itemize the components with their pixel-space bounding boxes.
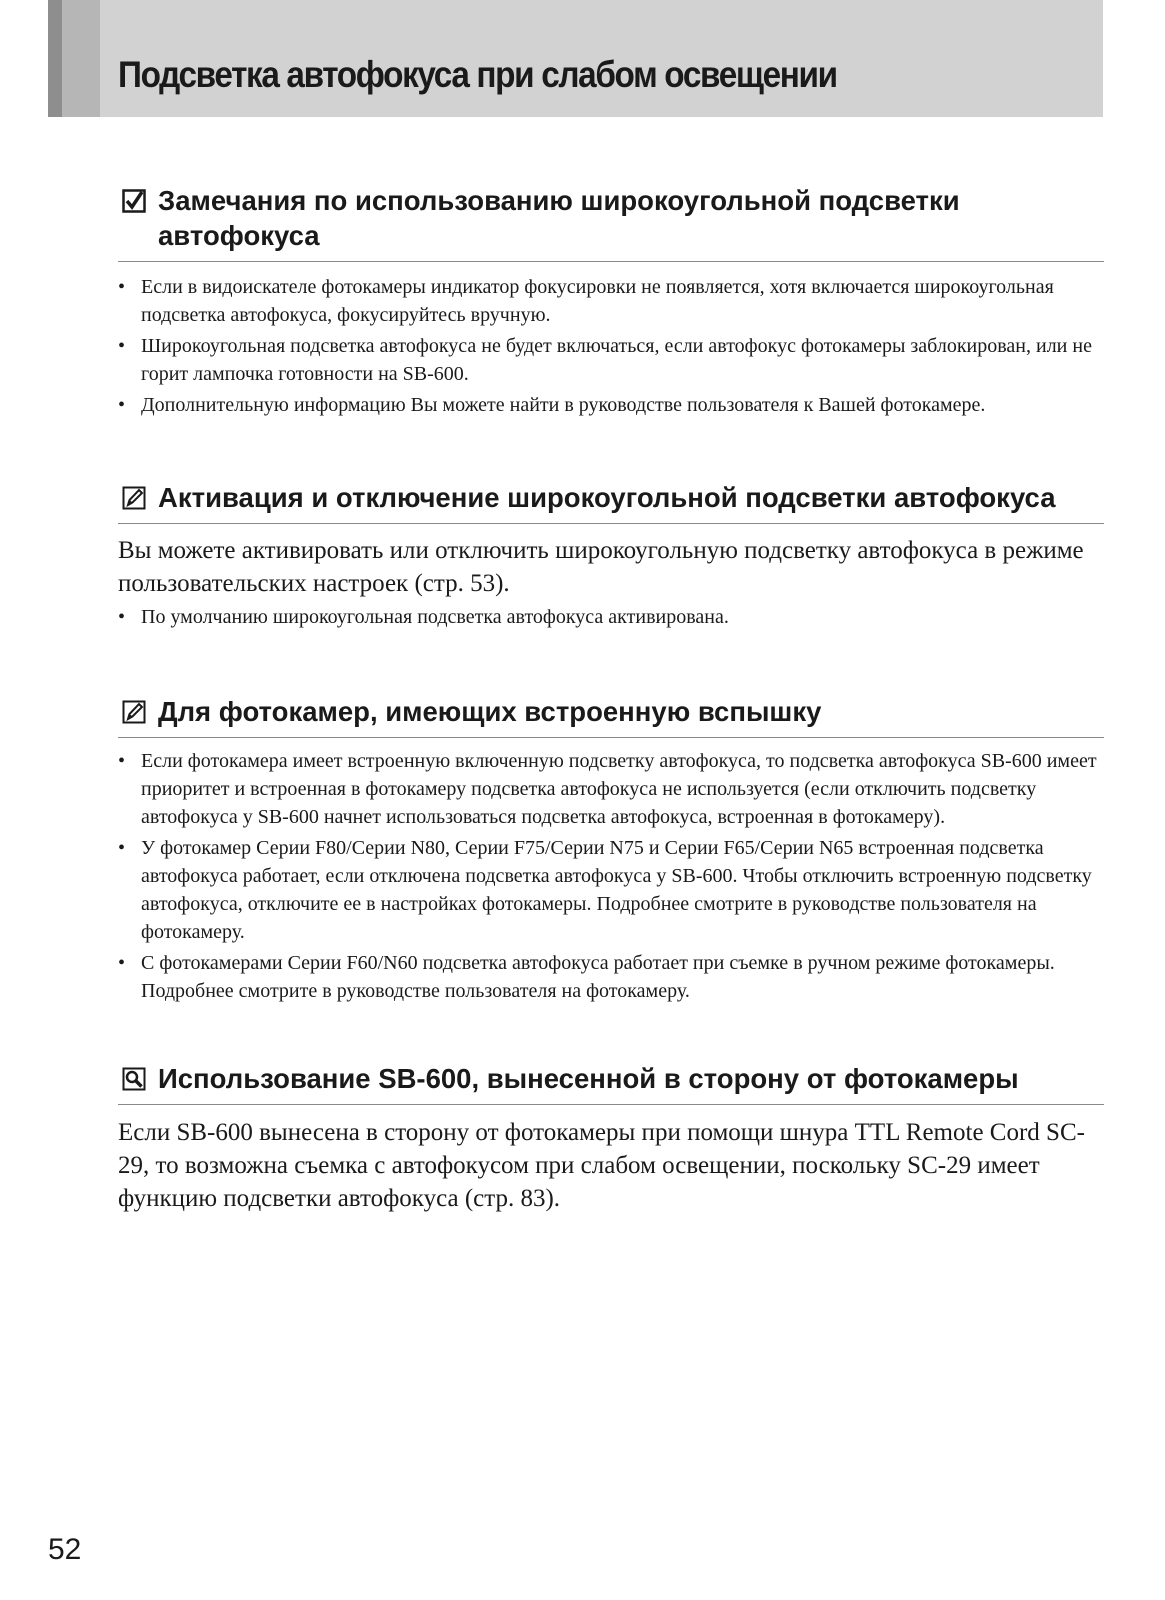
list-item: • Дополнительную информацию Вы можете найти в руководстве пользователя к Вашей фотокамере. [118,391,1104,419]
built-in-flash-list [118,747,1104,1005]
list-item: • По умолчанию широкоугольная подсветка автофокуса активирована. [118,603,1104,631]
list-item: • Если в видоискателе фотокамеры индикатор фокусировки не появляется, хотя включается широкоугольная подсветка автофокуса, фокусируйтесь вручную. [118,273,1104,329]
notes-list [118,273,1104,419]
activation-list [118,603,1104,631]
list-item: • Если фотокамера имеет встроенную включенную подсветку автофокуса, то подсветка автофокуса SB-600 имеет приоритет и встроенная в фотокамеру подсветка автофокуса не используется (если отключить подсветку автофокуса у SB-600 начнет использоваться подсветка автофокуса, встроенная в фотокамеру). [118,747,1104,831]
section-heading-row [118,480,1104,524]
section-paragraph: Вы можете активировать или отключить широкоугольную подсветку автофокуса в режиме пользовательских настроек (стр. 53). [118,537,1084,597]
page-title: Подсветка автофокуса при слабом освещении [118,54,837,95]
magnifier-note-icon [122,1067,146,1091]
section-heading: Для фотокамер, имеющих встроенную вспышку [158,696,822,727]
header-edge-mid [62,0,100,117]
section-heading: Использование SB-600, вынесенной в сторону от фотокамеры [158,1063,1019,1094]
section-heading-row [118,183,1104,262]
section-paragraph: Если SB-600 вынесена в сторону от фотокамеры при помощи шнура TTL Remote Cord SC-29, то возможна съемка с автофокусом при слабом освещении, поскольку SC-29 имеет функцию подсветки автофокуса (стр. 83). [118,1119,1085,1212]
section-built-in-flash [118,694,1104,1005]
pencil-note-icon [122,486,146,510]
checkmark-box-icon [122,189,146,213]
list-item: • Широкоугольная подсветка автофокуса не будет включаться, если автофокус фотокамеры заблокирован, или не горит лампочка готовности на SB-600. [118,332,1104,388]
section-notes [118,183,1104,419]
list-item: • С фотокамерами Серии F60/N60 подсветка автофокуса работает при съемке в ручном режиме фотокамеры. Подробнее смотрите в руководстве пользователя на фотокамеру. [118,949,1104,1005]
list-item: • У фотокамер Серии F80/Серии N80, Серии F75/Серии N75 и Серии F65/Серии N65 встроенная подсветка автофокуса работает, если отключена подсветка автофокуса у SB-600. Чтобы отключить встроенную подсветку автофокуса, отключите ее в настройках фотокамеры. Подробнее смотрите в руководстве пользователя на фотокамеру. [118,834,1104,946]
page-number: 52 [48,1533,82,1566]
pencil-note-icon [122,700,146,724]
section-heading-row [118,694,1104,738]
section-heading: Замечания по использованию широкоугольной подсветки автофокуса [158,185,960,251]
section-heading-row [118,1061,1104,1105]
section-remote-use [118,1061,1104,1215]
section-heading: Активация и отключение широкоугольной подсветки автофокуса [158,482,1056,513]
section-activation [118,480,1104,631]
header-edge-dark [48,0,62,117]
